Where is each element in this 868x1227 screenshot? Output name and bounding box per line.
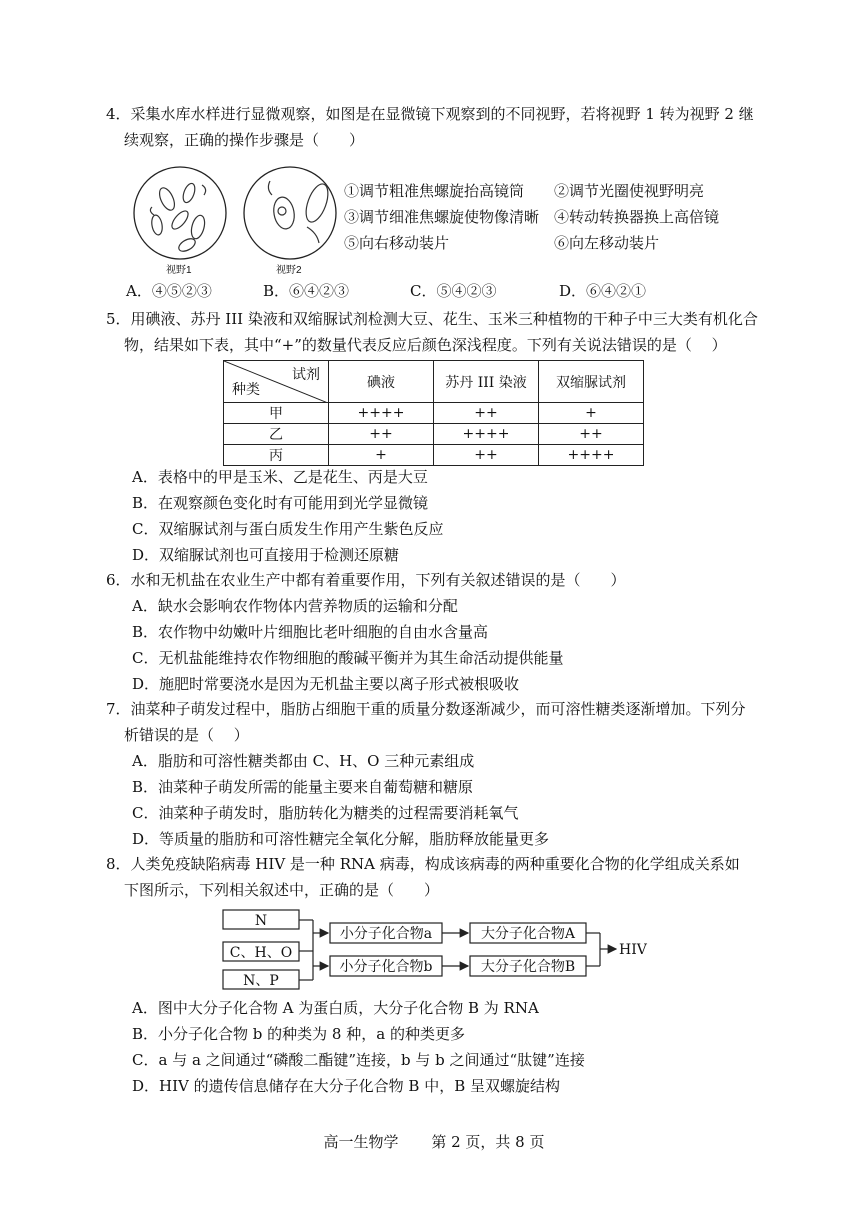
cell: ++ <box>539 424 644 445</box>
label-small-b: 小分子化合物b <box>339 959 433 975</box>
field-1-label: 视野1 <box>166 265 192 276</box>
step-4: ④转动转换器换上高倍镜 <box>554 208 720 226</box>
q4-stem-line2: 续观察，正确的操作步骤是（ ） <box>124 131 365 149</box>
corner-bottom-label: 种类 <box>232 382 260 398</box>
q4-options <box>126 280 697 301</box>
label-np: N、P <box>243 973 279 989</box>
step-1: ①调节粗准焦螺旋抬高镜筒 <box>344 182 525 200</box>
cell: ++ <box>434 403 539 424</box>
cell: ++++ <box>329 403 434 424</box>
cell: + <box>329 445 434 466</box>
row-name: 丙 <box>224 445 329 466</box>
q5-option-d[interactable]: D．双缩脲试剂也可直接用于检测还原糖 <box>132 546 400 564</box>
q7-stem-line2: 析错误的是（ ） <box>124 726 249 744</box>
q7-option-d[interactable]: D．等质量的脂肪和可溶性糖完全氧化分解，脂肪释放能量更多 <box>132 830 550 848</box>
table-corner <box>224 361 329 403</box>
q7-option-c[interactable]: C．油菜种子萌发时，脂肪转化为糖类的过程需要消耗氧气 <box>132 804 519 822</box>
q8-stem-line2: 下图所示，下列相关叙述中，正确的是（ ） <box>124 881 440 899</box>
cell: ++ <box>329 424 434 445</box>
step-5: ⑤向右移动装片 <box>344 234 450 252</box>
q4-steps <box>344 178 764 256</box>
q6-option-c[interactable]: C．无机盐能维持农作物细胞的酸碱平衡并为其生命活动提供能量 <box>132 649 564 667</box>
q6-stem: 6．水和无机盐在农业生产中都有着重要作用，下列有关叙述错误的是（ ） <box>106 571 626 589</box>
q5-option-a[interactable]: A．表格中的甲是玉米、乙是花生、丙是大豆 <box>132 468 428 486</box>
q6-option-b[interactable]: B．农作物中幼嫩叶片细胞比老叶细胞的自由水含量高 <box>132 623 489 641</box>
row-name: 乙 <box>224 424 329 445</box>
q4-option-b[interactable]: B．⑥④②③ <box>263 282 350 300</box>
q5-stem-line2: 物，结果如下表，其中“+”的数量代表反应后颜色深浅程度。下列有关说法错误的是（ ） <box>124 336 727 354</box>
corner-top-label: 试剂 <box>292 367 320 383</box>
cell: ++++ <box>434 424 539 445</box>
q8-option-c[interactable]: C．a 与 a 之间通过“磷酸二酯键”连接，b 与 b 之间通过“肽键”连接 <box>132 1051 585 1069</box>
label-cho: C、H、O <box>229 945 293 961</box>
q7-option-b[interactable]: B．油菜种子萌发所需的能量主要来自葡萄糖和糖原 <box>132 778 474 796</box>
q4-option-c[interactable]: C．⑤④②③ <box>410 282 497 300</box>
microscope-field-1 <box>132 165 232 277</box>
q4-option-a[interactable]: A．④⑤②③ <box>126 282 212 300</box>
label-big-b: 大分子化合物B <box>480 959 576 975</box>
q7-stem-line1: 7．油菜种子萌发过程中，脂肪占细胞干重的质量分数逐渐减少，而可溶性糖类逐渐增加。下列分 <box>106 700 746 718</box>
cell: + <box>539 403 644 424</box>
q8-stem-line1: 8．人类免疫缺陷病毒 HIV 是一种 RNA 病毒，构成该病毒的两种重要化合物的化学组成关系如 <box>106 855 740 873</box>
footer-page-number: 第 2 页，共 8 页 <box>431 1133 545 1151</box>
step-6: ⑥向左移动装片 <box>554 234 660 252</box>
step-2: ②调节光圈使视野明亮 <box>554 182 705 200</box>
q5-option-b[interactable]: B．在观察颜色变化时有可能用到光学显微镜 <box>132 494 429 512</box>
table-row <box>224 403 644 424</box>
step-3: ③调节细准焦螺旋使物像清晰 <box>344 208 540 226</box>
row-name: 甲 <box>224 403 329 424</box>
label-big-a: 大分子化合物A <box>480 926 576 942</box>
q8-option-b[interactable]: B．小分子化合物 b 的种类为 8 种，a 的种类更多 <box>132 1025 465 1043</box>
reagent-table <box>223 360 644 466</box>
header-sudan: 苏丹 III 染液 <box>434 361 539 403</box>
label-small-a: 小分子化合物a <box>339 926 433 942</box>
table-row <box>224 445 644 466</box>
cell: ++ <box>434 445 539 466</box>
footer-subject: 高一生物学 <box>323 1133 399 1151</box>
header-biuret: 双缩脲试剂 <box>539 361 644 403</box>
q4-option-d[interactable]: D．⑥④②① <box>559 282 647 300</box>
page-footer <box>0 1131 868 1152</box>
q5-option-c[interactable]: C．双缩脲试剂与蛋白质发生作用产生紫色反应 <box>132 520 444 538</box>
q8-option-d[interactable]: D．HIV 的遗传信息储存在大分子化合物 B 中，B 呈双螺旋结构 <box>132 1077 560 1095</box>
q8-option-a[interactable]: A．图中大分子化合物 A 为蛋白质，大分子化合物 B 为 RNA <box>132 999 539 1017</box>
q6-option-a[interactable]: A．缺水会影响农作物体内营养物质的运输和分配 <box>132 597 458 615</box>
table-row <box>224 424 644 445</box>
header-iodine: 碘液 <box>329 361 434 403</box>
q5-stem-line1: 5．用碘液、苏丹 III 染液和双缩脲试剂检测大豆、花生、玉米三种植物的干种子中三大类有机化合 <box>106 310 758 328</box>
microscope-field-2 <box>242 165 342 277</box>
q7-option-a[interactable]: A．脂肪和可溶性糖类都由 C、H、O 三种元素组成 <box>132 752 475 770</box>
cell: ++++ <box>539 445 644 466</box>
field-2-label: 视野2 <box>276 265 302 276</box>
hiv-composition-diagram <box>218 906 658 992</box>
q6-option-d[interactable]: D．施肥时常要浇水是因为无机盐主要以离子形式被根吸收 <box>132 675 520 693</box>
label-n: N <box>254 913 268 929</box>
label-hiv: HIV <box>619 942 647 958</box>
q4-stem-line1: 4．采集水库水样进行显微观察，如图是在显微镜下观察到的不同视野，若将视野 1 转为视野 2 继 <box>106 105 754 123</box>
